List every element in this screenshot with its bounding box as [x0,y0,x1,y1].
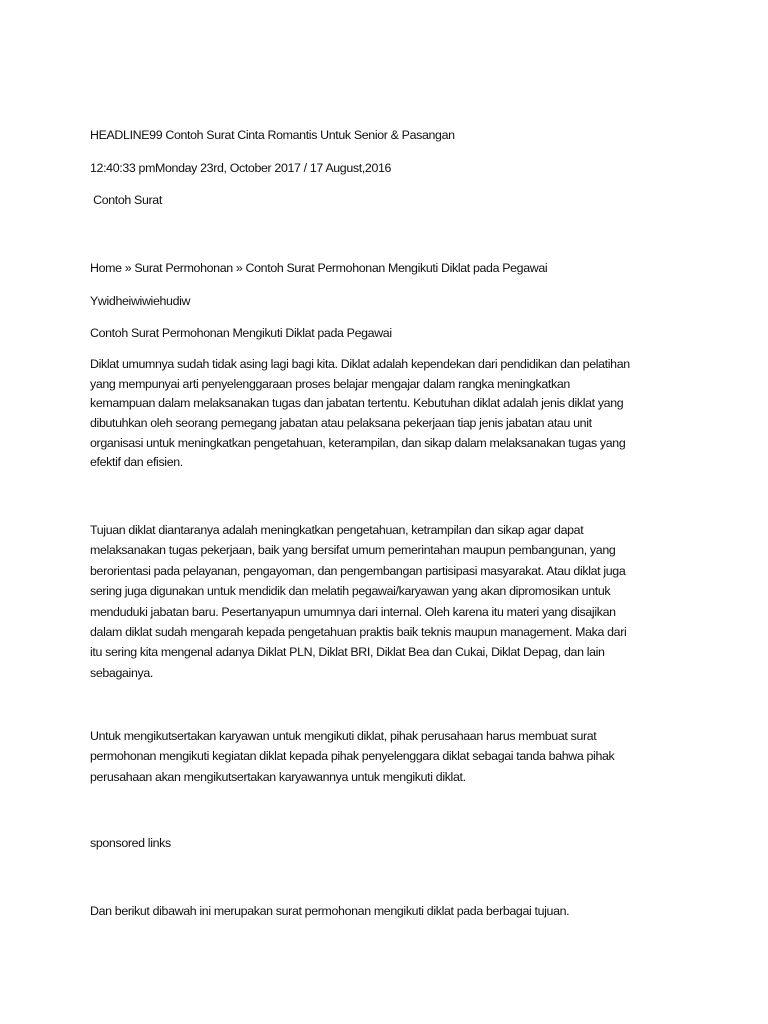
text-line: sering juga digunakan untuk mendidik dan melatih pegawai/karyawan yang akan dipromosikan untuk [90,584,611,599]
sponsored-links-label: sponsored links [90,836,171,850]
text-line: permohonan mengikuti kegiatan diklat kepada pihak penyelenggara diklat sebagai tanda bahwa pihak [90,749,615,764]
text-line: Diklat umumnya sudah tidak asing lagi bagi kita. Diklat adalah kependekan dari pendidikan dan pelatihan [90,357,630,371]
text-line: itu sering kita mengenal adanya Diklat PLN, Diklat BRI, Diklat Bea dan Cukai, Diklat Depag, dan lain [90,645,605,660]
datetime: 12:40:33 pmMonday 23rd, October 2017 / 17 August,2016 [90,161,392,175]
closing-text: Dan berikut dibawah ini merupakan surat permohonan mengikuti diklat pada berbagai tujuan. [90,904,570,918]
text-line: organisasi untuk meningkatkan pengetahuan, keterampilan, dan sikap dalam melaksanakan tugas yang [90,435,626,450]
text-line: sebagainya. [90,665,153,680]
text-line: efektif dan efisien. [90,455,183,470]
breadcrumb-separator: » [232,261,246,275]
text-line: melaksanakan tugas pekerjaan, baik yang bersifat umum pemerintahan maupun pembangunan, yang [90,543,616,558]
breadcrumb-home[interactable]: Home [90,261,122,275]
breadcrumb-section[interactable]: Surat Permohonan [134,261,233,275]
text-line: Tujuan diklat diantaranya adalah meningkatkan pengetahuan, ketrampilan dan sikap agar dapat [90,523,584,537]
headline: HEADLINE99 Contoh Surat Cinta Romantis Untuk Senior & Pasangan [90,128,455,142]
paragraph-1 [90,355,630,473]
category-link[interactable]: Contoh Surat [90,193,162,207]
text-line: kemampuan dalam melaksanakan tugas dan jabatan tertentu. Kebutuhan diklat adalah jenis diklat yang [90,396,624,411]
text-line: dalam diklat sudah mengarah kepada pengetahuan praktis baik teknis maupun management. Maka dari [90,624,627,639]
breadcrumb [90,261,547,275]
text-line: menduduki jabatan baru. Pesertanyapun umumnya dari internal. Oleh karena itu materi yang disajikan [90,604,616,619]
text-line: yang mempunyai arti penyelenggaraan proses belajar mengajar dalam rangka meningkatkan [90,376,570,391]
text-line: berorientasi pada pelayanan, pengayoman, dan pengembangan partisipasi masyarakat. Atau diklat juga [90,563,626,578]
text-line: Untuk mengikutsertakan karyawan untuk mengikuti diklat, pihak perusahaan harus membuat surat [90,729,597,743]
paragraph-3 [90,726,614,787]
breadcrumb-current: Contoh Surat Permohonan Mengikuti Diklat pada Pegawai [245,261,548,275]
random-text: Ywidheiwiwiehudiw [90,294,191,308]
text-line: dibutuhkan oleh seorang pemegang jabatan atau pelaksana pekerjaan tiap jenis jabatan atau unit [90,416,592,431]
paragraph-2 [90,520,626,683]
text-line: perusahaan akan mengikutsertakan karyawannya untuk mengikuti diklat. [90,769,466,784]
breadcrumb-separator: » [121,261,135,275]
article-title: Contoh Surat Permohonan Mengikuti Diklat pada Pegawai [90,326,392,340]
